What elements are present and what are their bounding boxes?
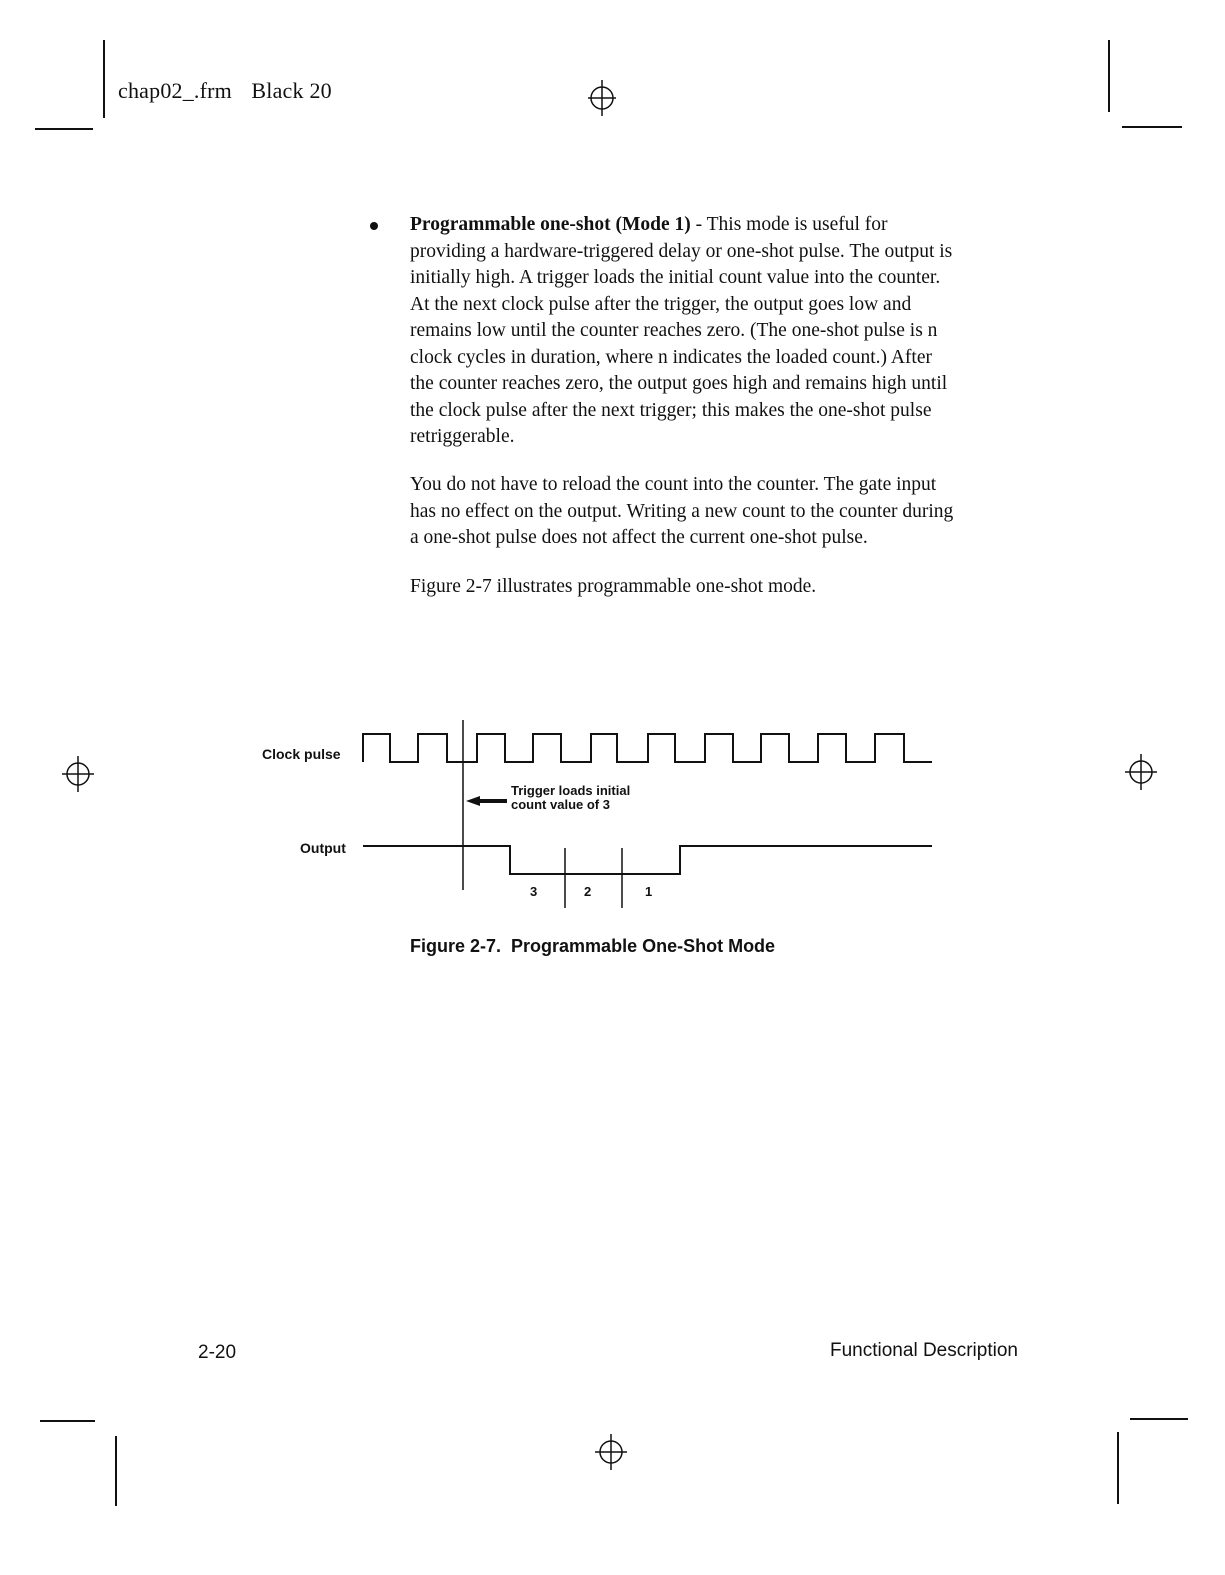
- trigger-note-line: Trigger loads initial: [511, 783, 631, 798]
- output-label: Output: [300, 840, 346, 856]
- section-name: Functional Description: [830, 1340, 1018, 1361]
- text-line: a one-shot pulse does not affect the current one-shot pulse.: [410, 527, 868, 548]
- text-line: retriggerable.: [410, 426, 515, 447]
- trigger-note: [511, 784, 630, 812]
- figure-title: Programmable One-Shot Mode: [511, 936, 776, 956]
- text-line: has no effect on the output. Writing a new count to the counter during: [410, 500, 954, 522]
- text-line: clock cycles in duration, where n indicates the loaded count.) After: [410, 346, 932, 368]
- count-label: 2: [584, 884, 592, 899]
- output-waveform: [363, 846, 932, 874]
- figure-reference-paragraph: Figure 2-7 illustrates programmable one-shot mode.: [410, 576, 817, 597]
- running-header: [118, 78, 332, 104]
- color-label: Black: [251, 78, 304, 103]
- count-label: 1: [645, 884, 653, 899]
- crop-mark: [115, 1436, 117, 1506]
- timing-diagram: [0, 700, 1225, 930]
- text-line: the clock pulse after the next trigger; this makes the one-shot pulse: [410, 399, 932, 421]
- text-run: - This mode is useful for: [690, 214, 888, 235]
- trigger-note-line: count value of 3: [511, 797, 610, 812]
- text-line: You do not have to reload the count into the counter. The gate input: [410, 474, 937, 495]
- body-paragraph: [410, 472, 1050, 552]
- crop-mark: [1108, 40, 1110, 112]
- text-line: remains low until the counter reaches zero. (The one-shot pulse is n: [410, 320, 938, 341]
- arrow-icon: [466, 796, 507, 806]
- crop-mark: [1122, 126, 1182, 128]
- figure-caption: [410, 936, 775, 957]
- clock-waveform: [363, 734, 932, 762]
- figure-number: Figure 2-7.: [410, 936, 502, 956]
- crop-mark: [103, 40, 105, 118]
- page-number: 2-20: [198, 1342, 237, 1363]
- crop-mark: [40, 1420, 95, 1422]
- crop-mark: [1130, 1418, 1188, 1420]
- text-line: the counter reaches zero, the output goes high and remains high until: [410, 373, 948, 394]
- crop-mark: [35, 128, 93, 130]
- text-line: providing a hardware-triggered delay or one-shot pulse. The output is: [410, 240, 953, 262]
- registration-mark-icon: [582, 78, 622, 118]
- text-line: [410, 212, 1050, 239]
- text-line: At the next clock pulse after the trigger, the output goes low and: [410, 293, 912, 315]
- count-label: 3: [530, 884, 538, 899]
- text-line: initially high. A trigger loads the initial count value into the counter.: [410, 267, 941, 288]
- clock-pulse-label: Clock pulse: [262, 746, 341, 762]
- crop-mark: [1117, 1432, 1119, 1504]
- file-label: chap02_.frm: [118, 78, 232, 103]
- bullet-dot: [370, 222, 378, 230]
- registration-mark-icon: [591, 1432, 631, 1472]
- bullet-paragraph: [410, 212, 1050, 451]
- header-page-number: 20: [309, 78, 332, 103]
- bullet-title: Programmable one-shot (Mode 1): [410, 214, 691, 235]
